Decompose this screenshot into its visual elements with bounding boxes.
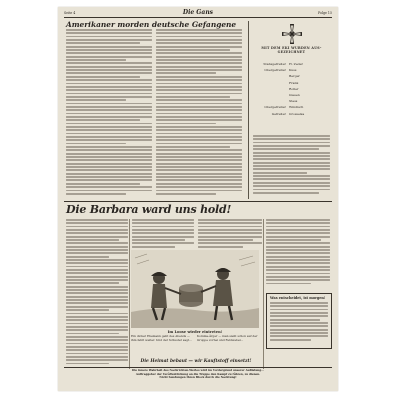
article2-column-4	[266, 219, 330, 286]
article2-column-1b	[66, 259, 128, 366]
newspaper-title: Die Gans	[182, 9, 214, 16]
cartoon-caption-right: Komma-Ärger — man sieht schon auf der Gruppe vorbei und Feldwebel...	[197, 334, 258, 342]
cartoon-illustration	[131, 250, 259, 328]
header-rule	[64, 17, 332, 18]
column-divider	[248, 21, 249, 199]
sidebar-column	[253, 135, 330, 195]
article2-column-3	[198, 219, 262, 249]
column-divider	[263, 219, 264, 369]
honors-box	[251, 21, 332, 131]
iron-cross-icon	[282, 24, 302, 44]
article1-column-2	[156, 29, 242, 196]
honor-rank: Gefreiter	[271, 111, 286, 116]
page-number: Seite 4	[64, 11, 76, 15]
honor-name: Giesen	[289, 92, 300, 97]
article2-headline: Die Barbara ward uns hold!	[66, 203, 232, 216]
section-rule	[64, 201, 332, 202]
honor-name: Frank	[289, 80, 299, 85]
article2-column-1	[66, 219, 128, 259]
honor-name: Kuss	[289, 68, 297, 73]
article1-headline: Amerikaner morden deutsche Gefangene	[66, 20, 237, 29]
honor-name: Stess	[289, 99, 298, 104]
info-box-title: Was entscheidet, ist morgen!	[270, 296, 326, 300]
article2-column-2	[132, 219, 194, 249]
cartoon-caption-title: Im Loose wieder eintreten!	[167, 330, 223, 334]
issue-number: Folge 15	[318, 11, 332, 15]
slogan: Die Heimat bebaut — wir Kauftstoff einsetzt!	[140, 359, 252, 364]
honor-name: Berger	[289, 74, 300, 79]
honor-name: Grosselsa	[289, 111, 305, 116]
honor-row	[251, 111, 332, 117]
info-box-body	[270, 302, 328, 342]
info-box	[266, 293, 332, 349]
honor-rank: Stabsgefreiter	[263, 62, 286, 66]
honors-caption: MIT DEM EKI WURDEN AUS- GEZEICHNET	[261, 46, 322, 54]
honor-name: Roller	[289, 86, 299, 91]
honor-name: Windisch	[289, 105, 304, 110]
column-divider	[129, 219, 130, 369]
newspaper-page	[58, 7, 338, 391]
honor-rank: Obergefreiter	[264, 105, 286, 110]
cartoon-caption-left: Ein dicker Ehemann geht des Abends — ihm fehlt weiter. Und der Schuster sagt...	[131, 334, 192, 342]
honors-list	[251, 61, 332, 117]
honor-name: H. Zeder	[289, 62, 303, 66]
honor-rank: Obergefreiter	[264, 68, 286, 73]
article1-column-1	[66, 29, 152, 196]
footer-notice: Die innere Wahrheit des Nachrichten-Wertes wird im Vordergrund unserer Auflistung... Auftraggeber der Veröffentlichung an die Truppe den Kampf zu führen, zu dienen. Nicht Sendungen Ihren Block durch die Nachtung!	[132, 368, 264, 380]
